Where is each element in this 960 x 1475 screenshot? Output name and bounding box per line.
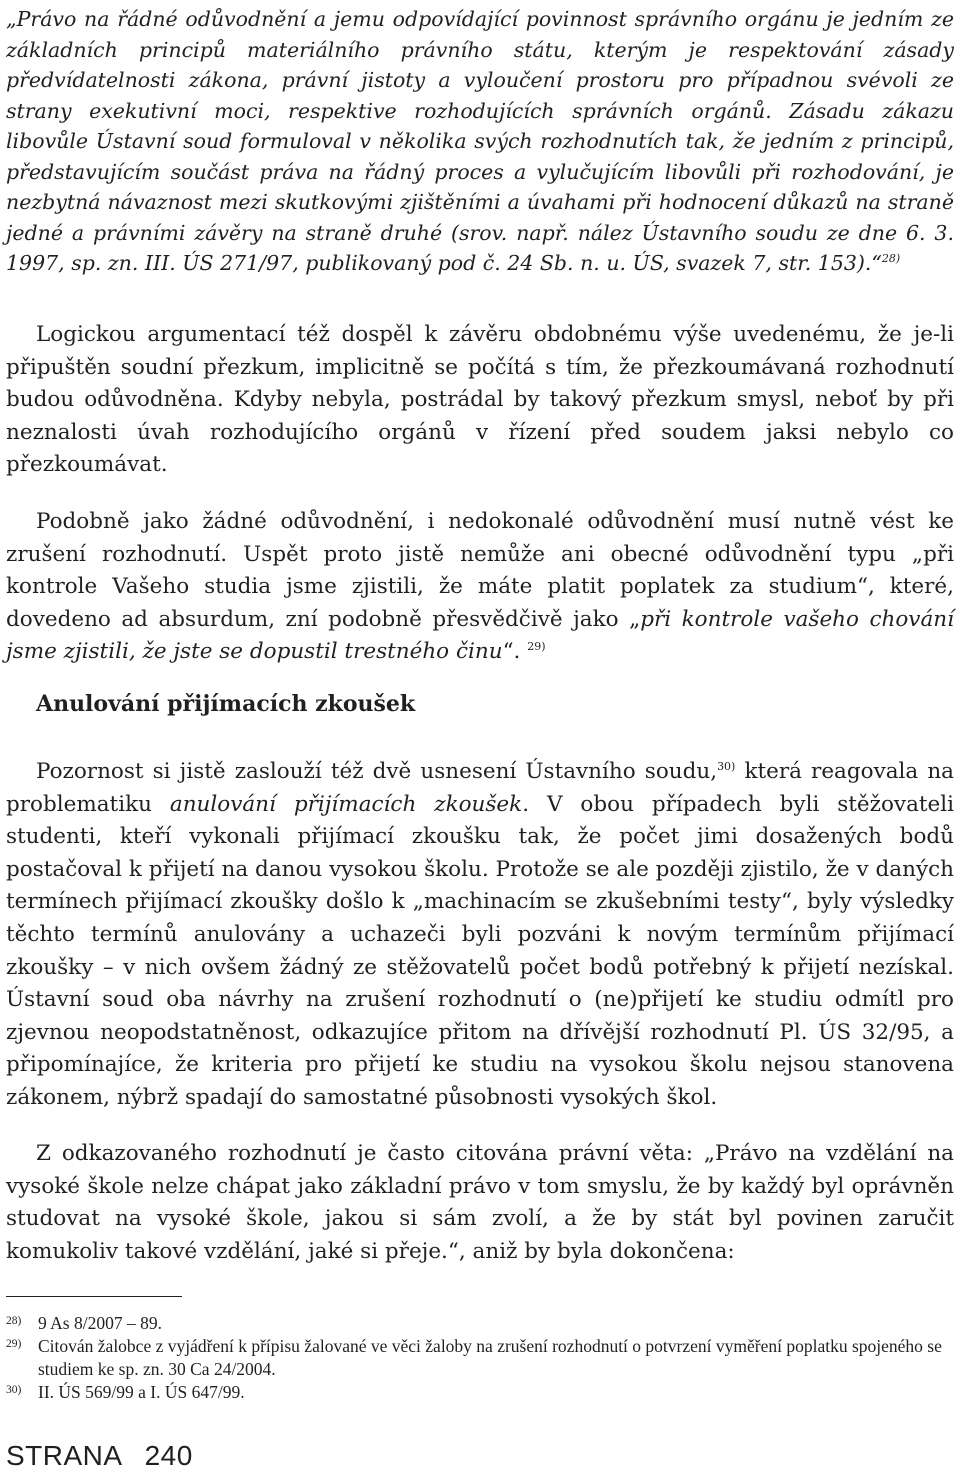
paragraph-text: Podobně jako žádné odůvodnění, i nedokonalé odůvodnění musí nutně vést ke zrušení rozhodnutí. Uspět proto jistě nemůže ani obecné odůvodnění typu „při kontrole Vašeho studia jsme zjistili, že máte platit poplatek za studium“, které, dovedeno ad absurdum, zní podobně přesvědčivě jako „	[6, 509, 954, 632]
footnote-ref-29[interactable]: 29)	[527, 640, 546, 654]
footnote-text: 9 As 8/2007 – 89.	[38, 1313, 162, 1333]
paragraph-text: Pozornost si jistě zaslouží též dvě usnesení Ústavního soudu,	[36, 759, 718, 784]
paragraph-legal-sentence: Z odkazovaného rozhodnutí je často citována právní věta: „Právo na vzdělání na vysoké škole nelze chápat jako základní právo v tom smyslu, že by každý byl oprávněn studovat na vysoké škole, jakou si sám zvolí, a že by stát byl povinen zaručit komukoliv takové vzdělání, jaké si přeje.“, aniž by byla dokončena:	[6, 1141, 954, 1264]
paragraph-imperfect-reasoning	[6, 506, 954, 669]
page-label: STRANA	[6, 1440, 123, 1471]
footnote-text: II. ÚS 569/99 a I. ÚS 647/99.	[38, 1382, 245, 1402]
italic-phrase: při kontrole vašeho chování jsme zjistili, že jste se dopustil trestného činu	[6, 606, 954, 665]
quote-text: „Právo na řádné odůvodnění a jemu odpovídající povinnost správního orgánu je jedním ze základních principů materiálního právního státu, kterým je respektování zásady předvídatelnosti zákona, právní jistoty a vyloučení prostoru pro případnou svévoli ze strany exekutivní moci, respektive rozhodujících správních orgánů. Zásadu zákazu libovůle Ústavní soud formuloval v několika svých rozhodnutích tak, že jedním z principů, představujícím součást práva na řádný proces a vylučujícím libovůli při rozhodování, je nezbytná návaznost mezi skutkovými zjištěními a úvahami při hodnocení důkazů na straně jedné a právními závěry na straně druhé (srov. např. nález Ústavního soudu ze dne 6. 3. 1997, sp. zn. III. ÚS 271/97, publikovaný pod č. 24 Sb. n. u. ÚS, svazek 7, str. 153).“	[6, 7, 954, 275]
footnote-28	[6, 1312, 954, 1335]
paragraph-text: . V obou případech byli stěžovateli studenti, kteří vykonali přijímací zkoušku tak, že počet jimi dosažených bodů postačoval k přijetí na danou vysokou školu. Protože se ale později zjistilo, že v daných termínech přijímací zkoušky došlo k „machinacím se zkušebními testy“, byly výsledky těchto termínů anulovány a uchazeči byli pozváni k novým termínům přijímací zkoušky – v nich ovšem žádný ze stěžovatelů počet bodů potřebný k přijetí nezískal. Ústavní soud oba návrhy na zrušení rozhodnutí o (ne)přijetí ke studiu odmítl pro zjevnou neopodstatněnost, odkazujíce přitom na dřívější rozhodnutí Pl. ÚS 32/95, a připomínajíce, že kriteria pro přijetí ke studiu na vysokou školu nejsou stanovena zákonem, nýbrž spadají do samostatné působnosti vysokých škol.	[6, 791, 954, 1110]
footnotes	[6, 1312, 954, 1404]
footnote-text: Citován žalobce z vyjádření k přípisu žalované ve věci žaloby na zrušení rozhodnutí o potvrzení vyměření poplatku spojeného se studiem ke sp. zn. 30 Ca 24/2004.	[38, 1336, 942, 1379]
footnote-number: 29)	[6, 1338, 22, 1350]
footnote-separator	[6, 1296, 182, 1297]
page-number	[6, 1440, 193, 1472]
paragraph-logical-argument: Logickou argumentací též dospěl k závěru obdobnému výše uvedenému, že je-li připuštěn soudní přezkum, implicitně se počítá s tím, že přezkoumávaná rozhodnutí budou odůvodněna. Kdyby nebyla, postrádal by takový přezkum smysl, neboť by při neznalosti úvah rozhodujícího orgánů v řízení před soudem jaksi nebylo co přezkoumávat.	[6, 322, 954, 478]
quote-paragraph	[6, 4, 954, 279]
footnote-ref-28[interactable]: 28)	[881, 252, 901, 266]
footnote-number: 28)	[6, 1315, 22, 1327]
paragraph-text: která reagovala na problematiku	[6, 759, 955, 817]
footnote-ref-30[interactable]: 30)	[717, 759, 736, 773]
paragraph-text: “.	[502, 639, 521, 665]
paragraph-admission-exams	[6, 756, 954, 1115]
footnote-29	[6, 1335, 954, 1381]
footnote-number: 30)	[6, 1384, 22, 1396]
footnote-30	[6, 1381, 954, 1404]
page-number-value: 240	[144, 1440, 193, 1471]
section-heading: Anulování přijímacích zkoušek	[36, 691, 416, 717]
italic-phrase: anulování přijímacích zkoušek	[169, 791, 523, 817]
